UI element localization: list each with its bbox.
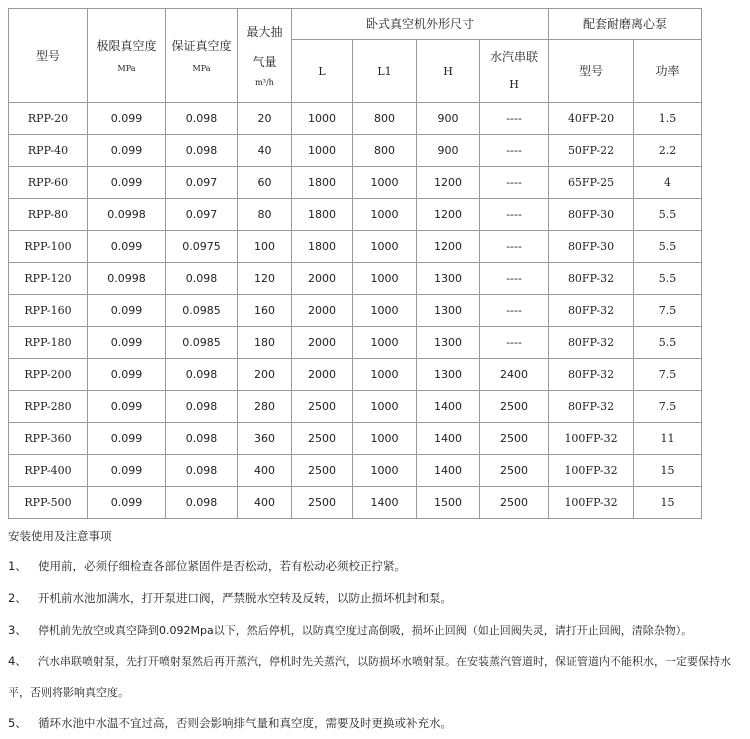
- note-item: [8, 615, 748, 646]
- cell-dim-H: 1200: [417, 231, 480, 263]
- header-dimensions-group: 卧式真空机外形尺寸: [292, 9, 549, 40]
- cell-limit-vacuum: 0.099: [88, 423, 166, 455]
- cell-guarantee-vacuum: 0.098: [166, 391, 238, 423]
- cell-dim-H: 1200: [417, 167, 480, 199]
- cell-pump-model: 80FP-32: [549, 263, 634, 295]
- cell-model: RPP-20: [9, 103, 88, 135]
- cell-guarantee-vacuum: 0.098: [166, 455, 238, 487]
- cell-limit-vacuum: 0.099: [88, 455, 166, 487]
- cell-dim-H: 900: [417, 103, 480, 135]
- table-row: [9, 455, 702, 487]
- cell-dim-L1: 1000: [353, 455, 417, 487]
- cell-model: RPP-100: [9, 231, 88, 263]
- cell-model: RPP-160: [9, 295, 88, 327]
- header-dim-H-steam: [480, 40, 549, 103]
- table-row: [9, 103, 702, 135]
- cell-pump-speed: 40: [238, 135, 292, 167]
- cell-dim-H: 1300: [417, 263, 480, 295]
- cell-pump-speed: 160: [238, 295, 292, 327]
- header-pump-model: 型号: [549, 40, 634, 103]
- header-limit-vacuum-unit: MPa: [117, 63, 136, 73]
- notes-title: 安装使用及注意事项: [8, 529, 112, 543]
- header-pump-speed-line2: 气量: [252, 54, 277, 69]
- cell-dim-L: 1000: [292, 103, 353, 135]
- note-number: 3、: [8, 623, 27, 637]
- cell-dim-L: 1800: [292, 199, 353, 231]
- cell-pump-power: 1.5: [634, 103, 702, 135]
- cell-limit-vacuum: 0.099: [88, 487, 166, 519]
- cell-dim-H: 1300: [417, 295, 480, 327]
- note-number: 4、: [8, 654, 27, 668]
- cell-dim-L1: 800: [353, 135, 417, 167]
- cell-dim-L: 2000: [292, 359, 353, 391]
- cell-model: RPP-80: [9, 199, 88, 231]
- cell-pump-power: 15: [634, 487, 702, 519]
- cell-pump-model: 80FP-32: [549, 391, 634, 423]
- table-row: [9, 391, 702, 423]
- cell-pump-speed: 60: [238, 167, 292, 199]
- cell-pump-model: 100FP-32: [549, 455, 634, 487]
- note-text: 开机前水池加满水，打开泵进口阀，严禁脱水空转及反转，以防止损坏机封和泵。: [38, 591, 452, 605]
- cell-model: RPP-120: [9, 263, 88, 295]
- table-row: [9, 263, 702, 295]
- cell-dim-H: 1300: [417, 327, 480, 359]
- table-row: [9, 423, 702, 455]
- cell-dim-H: 1400: [417, 391, 480, 423]
- cell-model: RPP-40: [9, 135, 88, 167]
- note-text: 循环水池中水温不宜过高，否则会影响排气量和真空度，需要及时更换或补充水。: [38, 716, 452, 730]
- table-row: [9, 199, 702, 231]
- cell-dim-L1: 1000: [353, 167, 417, 199]
- specification-table: [8, 8, 702, 519]
- cell-limit-vacuum: 0.099: [88, 391, 166, 423]
- table-row: [9, 295, 702, 327]
- note-item: [8, 708, 748, 739]
- header-pump-power: 功率: [634, 40, 702, 103]
- header-model: 型号: [9, 9, 88, 103]
- cell-guarantee-vacuum: 0.098: [166, 103, 238, 135]
- cell-limit-vacuum: 0.099: [88, 103, 166, 135]
- header-limit-vacuum: [88, 9, 166, 103]
- header-pump-speed-unit: m³/h: [255, 77, 274, 87]
- cell-pump-model: 65FP-25: [549, 167, 634, 199]
- cell-pump-power: 5.5: [634, 327, 702, 359]
- cell-pump-power: 7.5: [634, 391, 702, 423]
- cell-pump-model: 80FP-30: [549, 199, 634, 231]
- cell-dim-H: 1500: [417, 487, 480, 519]
- cell-model: RPP-360: [9, 423, 88, 455]
- cell-guarantee-vacuum: 0.098: [166, 359, 238, 391]
- cell-limit-vacuum: 0.099: [88, 167, 166, 199]
- cell-dim-H-steam: ----: [480, 103, 549, 135]
- cell-pump-model: 100FP-32: [549, 423, 634, 455]
- cell-pump-model: 80FP-30: [549, 231, 634, 263]
- cell-pump-speed: 120: [238, 263, 292, 295]
- cell-guarantee-vacuum: 0.0985: [166, 295, 238, 327]
- header-dim-L: L: [292, 40, 353, 103]
- cell-dim-H-steam: 2500: [480, 455, 549, 487]
- cell-limit-vacuum: 0.099: [88, 231, 166, 263]
- cell-model: RPP-60: [9, 167, 88, 199]
- cell-guarantee-vacuum: 0.097: [166, 167, 238, 199]
- cell-pump-speed: 80: [238, 199, 292, 231]
- cell-pump-speed: 280: [238, 391, 292, 423]
- cell-dim-H: 1400: [417, 455, 480, 487]
- note-text: 汽水串联喷射泵，先打开喷射泵然后再开蒸汽，停机时先关蒸汽，以防损坏水喷射泵。在安装蒸汽管道时，保证管道内不能积水，一定要保持水平，否则将影响真空度。: [8, 655, 731, 699]
- cell-pump-power: 5.5: [634, 231, 702, 263]
- cell-dim-H-steam: ----: [480, 295, 549, 327]
- table-row: [9, 167, 702, 199]
- header-guarantee-vacuum-label: 保证真空度: [171, 38, 232, 53]
- cell-model: RPP-200: [9, 359, 88, 391]
- cell-guarantee-vacuum: 0.098: [166, 263, 238, 295]
- note-number: 5、: [8, 716, 27, 730]
- cell-pump-speed: 20: [238, 103, 292, 135]
- cell-pump-power: 7.5: [634, 295, 702, 327]
- cell-limit-vacuum: 0.0998: [88, 263, 166, 295]
- cell-dim-H-steam: ----: [480, 327, 549, 359]
- cell-dim-L1: 1000: [353, 391, 417, 423]
- cell-guarantee-vacuum: 0.098: [166, 135, 238, 167]
- cell-dim-L: 2000: [292, 295, 353, 327]
- note-number: 2、: [8, 591, 27, 605]
- cell-dim-L1: 1000: [353, 231, 417, 263]
- cell-pump-power: 4: [634, 167, 702, 199]
- cell-limit-vacuum: 0.099: [88, 135, 166, 167]
- header-limit-vacuum-label: 极限真空度: [96, 38, 157, 53]
- cell-dim-L: 2500: [292, 455, 353, 487]
- cell-model: RPP-400: [9, 455, 88, 487]
- header-pump-group: 配套耐磨离心泵: [549, 9, 702, 40]
- cell-pump-speed: 100: [238, 231, 292, 263]
- cell-guarantee-vacuum: 0.097: [166, 199, 238, 231]
- cell-dim-L: 2500: [292, 423, 353, 455]
- cell-dim-H-steam: 2500: [480, 487, 549, 519]
- cell-pump-model: 80FP-32: [549, 359, 634, 391]
- cell-model: RPP-180: [9, 327, 88, 359]
- cell-dim-L1: 1000: [353, 199, 417, 231]
- cell-dim-H: 1200: [417, 199, 480, 231]
- cell-pump-power: 7.5: [634, 359, 702, 391]
- cell-pump-model: 50FP-22: [549, 135, 634, 167]
- header-guarantee-vacuum-unit: MPa: [192, 63, 211, 73]
- header-dim-H-steam-line2: H: [509, 78, 519, 91]
- cell-pump-speed: 400: [238, 487, 292, 519]
- cell-dim-H-steam: ----: [480, 167, 549, 199]
- note-item: [8, 646, 748, 708]
- cell-dim-H-steam: ----: [480, 135, 549, 167]
- cell-dim-L: 2500: [292, 487, 353, 519]
- cell-limit-vacuum: 0.0998: [88, 199, 166, 231]
- cell-dim-H: 900: [417, 135, 480, 167]
- cell-pump-speed: 360: [238, 423, 292, 455]
- header-row-1: [9, 9, 702, 40]
- cell-guarantee-vacuum: 0.098: [166, 423, 238, 455]
- table-row: [9, 359, 702, 391]
- table-row: [9, 487, 702, 519]
- cell-dim-L1: 800: [353, 103, 417, 135]
- cell-dim-H: 1300: [417, 359, 480, 391]
- cell-pump-power: 5.5: [634, 199, 702, 231]
- header-dim-H: H: [417, 40, 480, 103]
- table-body: [9, 103, 702, 519]
- cell-dim-H-steam: ----: [480, 199, 549, 231]
- cell-guarantee-vacuum: 0.0985: [166, 327, 238, 359]
- header-dim-H-steam-line1: 水汽串联: [490, 50, 539, 64]
- note-text: 停机前先放空或真空降到0.092Mpa以下，然后停机，以防真空度过高倒吸，损坏止回阀（如止回阀失灵，请打开止回阀，清除杂物）。: [38, 624, 693, 637]
- cell-dim-L: 2000: [292, 263, 353, 295]
- table-row: [9, 135, 702, 167]
- cell-dim-H-steam: ----: [480, 231, 549, 263]
- cell-pump-model: 100FP-32: [549, 487, 634, 519]
- cell-guarantee-vacuum: 0.098: [166, 487, 238, 519]
- cell-dim-L1: 1000: [353, 295, 417, 327]
- cell-limit-vacuum: 0.099: [88, 359, 166, 391]
- table-row: [9, 231, 702, 263]
- cell-dim-L1: 1000: [353, 423, 417, 455]
- cell-dim-L: 2500: [292, 391, 353, 423]
- note-number: 1、: [8, 559, 27, 573]
- cell-dim-H: 1400: [417, 423, 480, 455]
- cell-pump-model: 80FP-32: [549, 295, 634, 327]
- cell-dim-L1: 1000: [353, 359, 417, 391]
- cell-guarantee-vacuum: 0.0975: [166, 231, 238, 263]
- cell-dim-L: 1800: [292, 167, 353, 199]
- cell-pump-speed: 200: [238, 359, 292, 391]
- note-item: [8, 551, 748, 582]
- table-row: [9, 327, 702, 359]
- cell-dim-H-steam: ----: [480, 263, 549, 295]
- cell-dim-L: 1000: [292, 135, 353, 167]
- cell-dim-H-steam: 2400: [480, 359, 549, 391]
- cell-dim-L1: 1000: [353, 263, 417, 295]
- cell-pump-model: 80FP-32: [549, 327, 634, 359]
- cell-dim-H-steam: 2500: [480, 391, 549, 423]
- cell-pump-power: 5.5: [634, 263, 702, 295]
- cell-pump-power: 2.2: [634, 135, 702, 167]
- cell-dim-H-steam: 2500: [480, 423, 549, 455]
- cell-pump-speed: 180: [238, 327, 292, 359]
- cell-dim-L: 1800: [292, 231, 353, 263]
- cell-dim-L: 2000: [292, 327, 353, 359]
- header-guarantee-vacuum: [166, 9, 238, 103]
- cell-dim-L1: 1400: [353, 487, 417, 519]
- cell-pump-power: 11: [634, 423, 702, 455]
- note-item: [8, 583, 748, 614]
- cell-pump-speed: 400: [238, 455, 292, 487]
- cell-dim-L1: 1000: [353, 327, 417, 359]
- note-text: 使用前，必须仔细检查各部位紧固件是否松动，若有松动必须校正拧紧。: [38, 559, 406, 573]
- cell-model: RPP-500: [9, 487, 88, 519]
- cell-pump-power: 15: [634, 455, 702, 487]
- header-pump-speed: [238, 9, 292, 103]
- cell-limit-vacuum: 0.099: [88, 327, 166, 359]
- header-pump-speed-line1: 最大抽: [246, 24, 283, 39]
- header-dim-L1: L1: [353, 40, 417, 103]
- cell-model: RPP-280: [9, 391, 88, 423]
- cell-pump-model: 40FP-20: [549, 103, 634, 135]
- cell-limit-vacuum: 0.099: [88, 295, 166, 327]
